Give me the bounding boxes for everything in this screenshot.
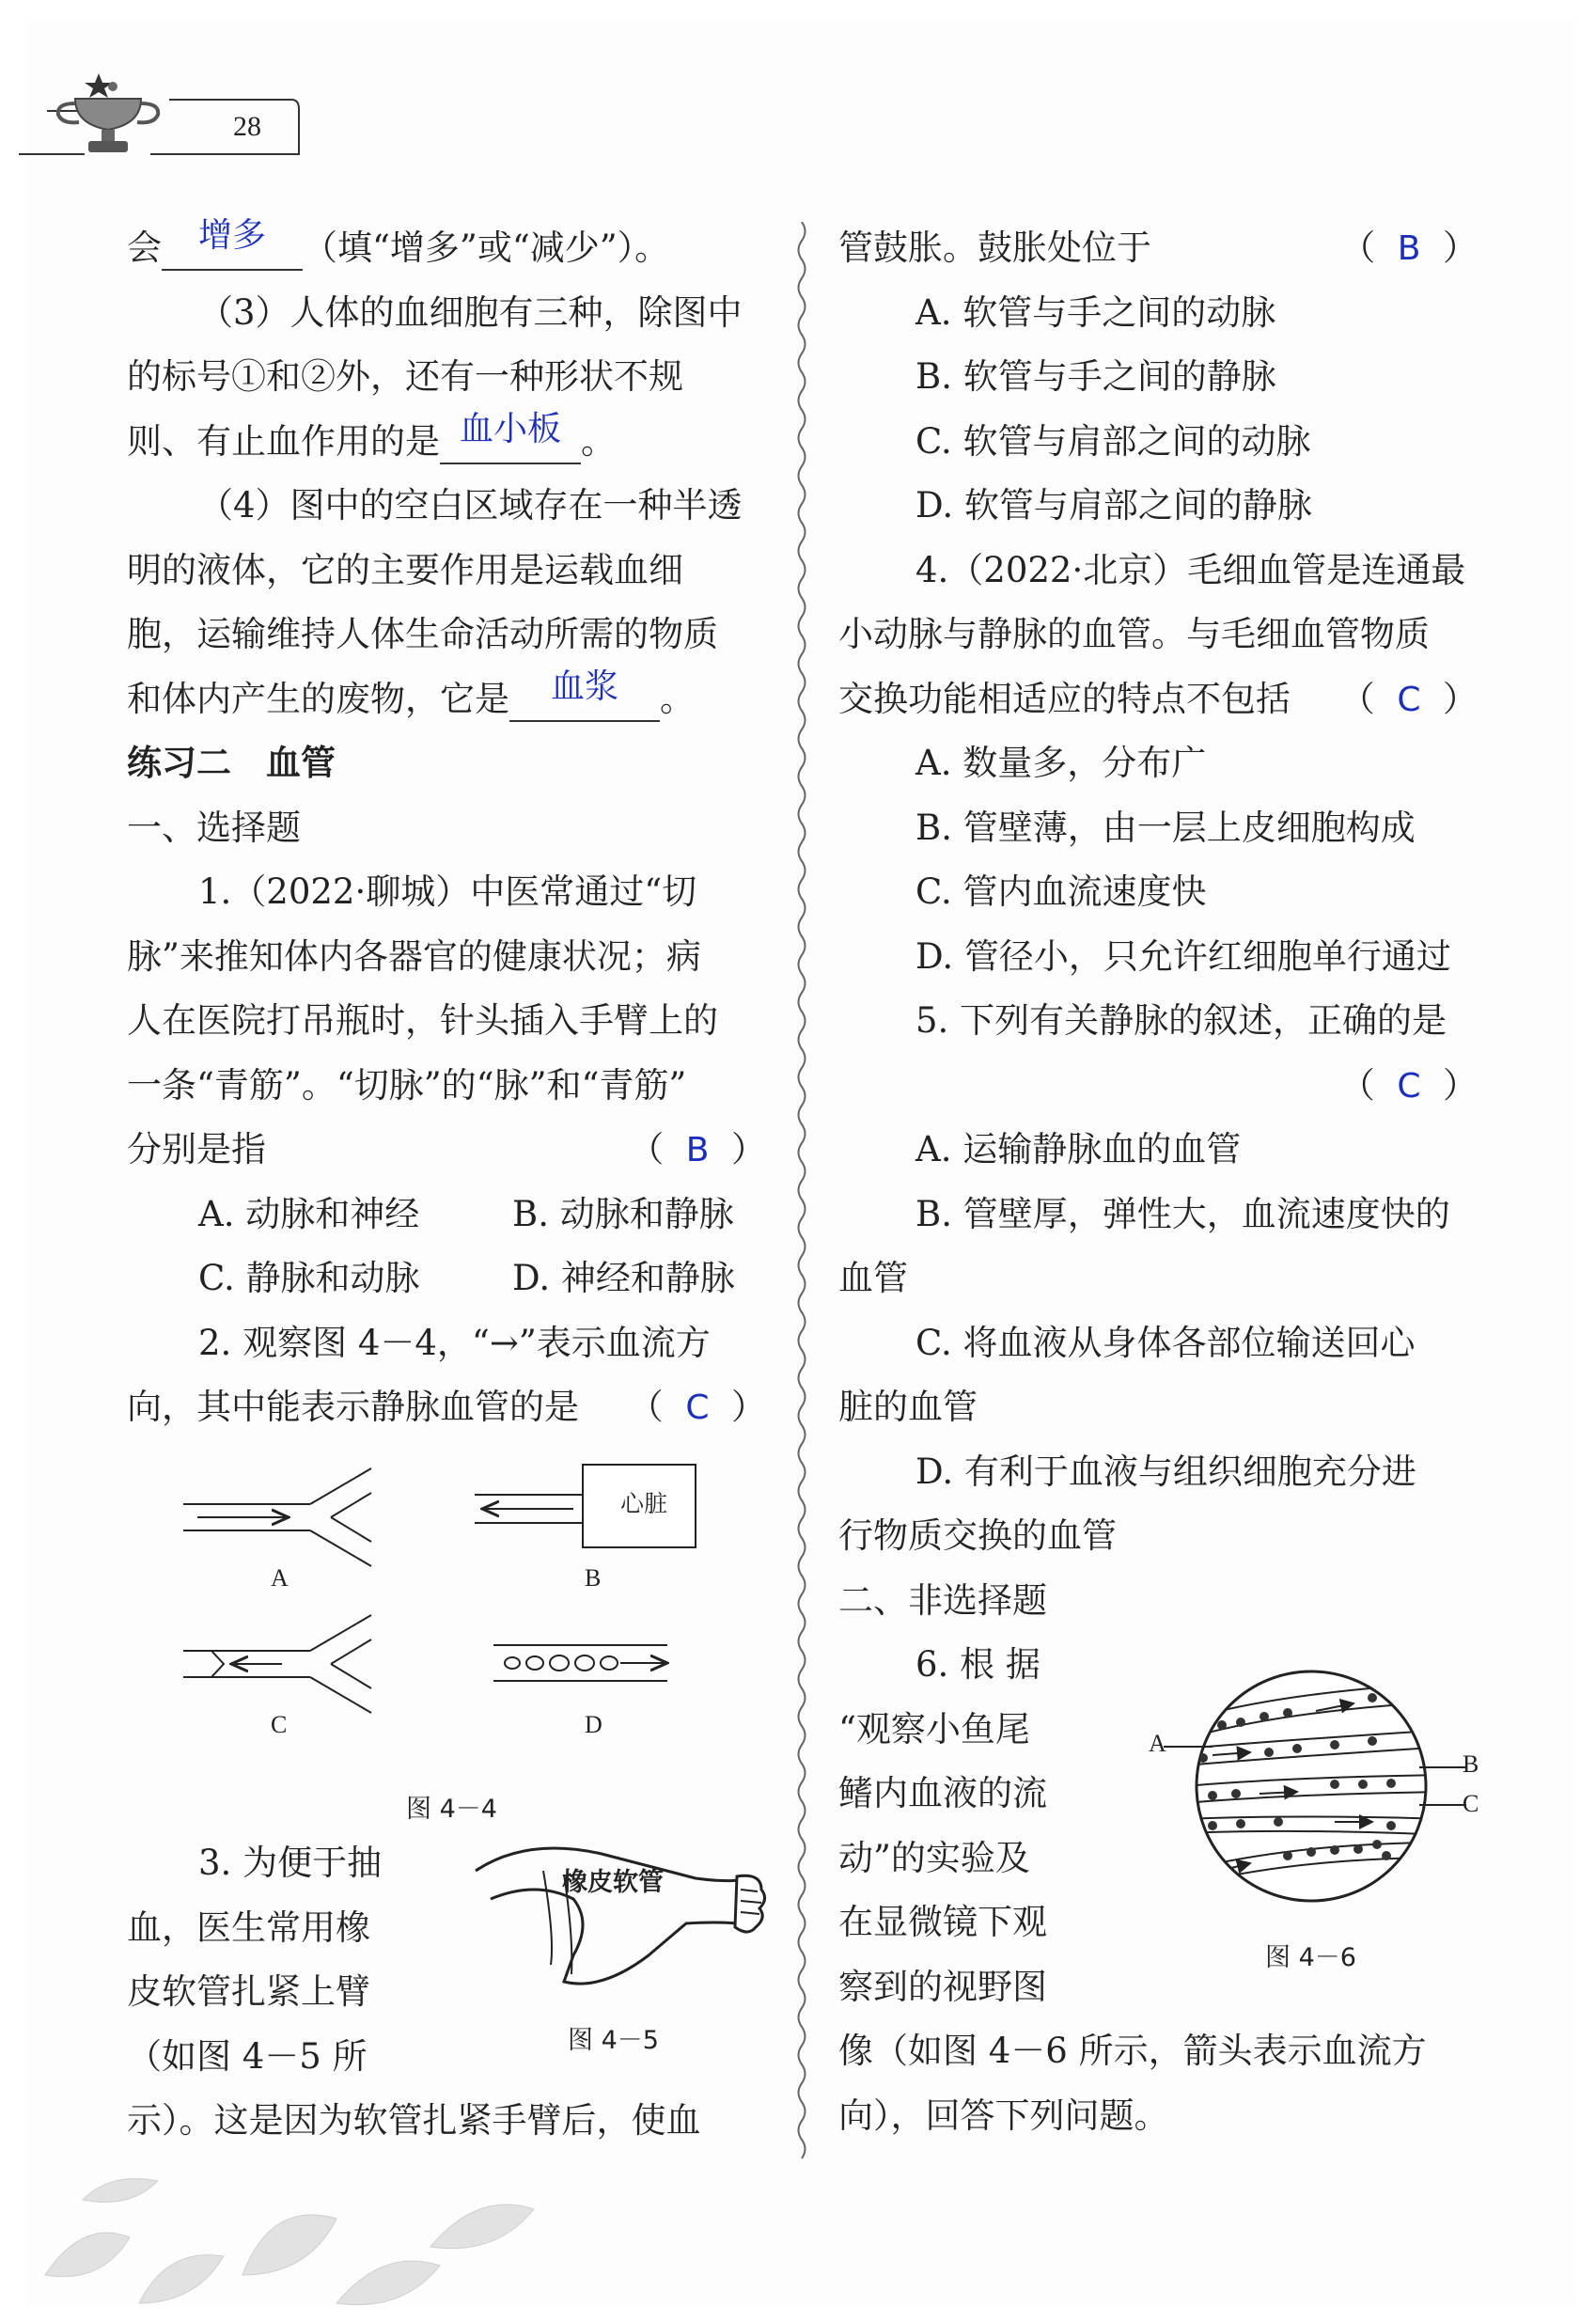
text-line: 皮软管扎紧上臂 — [127, 1971, 370, 2012]
vessel-d-diagram — [493, 1645, 667, 1681]
handwritten-answer: 增多 — [197, 216, 266, 255]
text-line: 行物质交换的血管 — [838, 1515, 1117, 1556]
answer-blank — [440, 409, 581, 464]
text-line: 动”的实验及 — [838, 1837, 1030, 1878]
option-c: C. 静脉和动脉 — [198, 1258, 420, 1298]
text-line: “观察小鱼尾 — [838, 1708, 1030, 1749]
figure-label-b: B — [585, 1564, 602, 1592]
answer-paren: （ C ） — [1339, 1064, 1478, 1106]
text-line: 脉”来推知体内各器官的健康状况；病 — [127, 935, 701, 977]
left-column — [127, 216, 766, 1441]
vessel-a-diagram — [183, 1468, 371, 1566]
text-line: 示）。这是因为软管扎紧手臂后，使血 — [127, 2100, 701, 2141]
option-row — [127, 1183, 766, 1247]
text-line: 脏的血管 — [838, 1387, 978, 1427]
figure-4-6-label-a: A — [1149, 1730, 1166, 1757]
handwritten-answer: B — [1397, 229, 1421, 268]
figure-4-5-arm — [470, 1833, 771, 2002]
column-divider — [790, 222, 814, 2168]
answer-paren: （ C ） — [628, 1387, 766, 1427]
answer-blank — [509, 667, 660, 722]
option-b: B. 管壁厚，弹性大，血流速度快的 — [915, 1193, 1450, 1234]
option-a: A. 软管与手之间的动脉 — [915, 291, 1276, 333]
question-4-text: 4.（2022·北京）毛细血管是连通最 — [915, 549, 1466, 590]
figure-4-4-caption: 图 4－4 — [406, 1795, 497, 1824]
answer-paren: （ C ） — [1339, 678, 1478, 719]
option-a: A. 动脉和神经 — [198, 1193, 420, 1234]
subsection-title: 二、非选择题 — [838, 1579, 1047, 1621]
text-line: 血，医生常用橡 — [127, 1906, 370, 1948]
page-number: 28 — [233, 111, 261, 142]
text-line: 小动脉与静脉的血管。与毛细血管物质 — [838, 614, 1430, 654]
answer-paren: （ B ） — [629, 1129, 766, 1169]
text-line: 一条“青筋”。“切脉”的“脉”和“青筋” — [127, 1064, 687, 1106]
text-line: 在显微镜下观 — [838, 1902, 1047, 1942]
answer-blank — [162, 216, 303, 271]
question-1-text: 1.（2022·聊城）中医常通过“切 — [198, 871, 697, 912]
figure-4-6-microscope-view — [1147, 1655, 1504, 1918]
handwritten-answer: C — [1397, 680, 1421, 719]
option-c: C. 软管与肩部之间的动脉 — [915, 420, 1311, 462]
question-2-stem-end: 向，其中能表示静脉血管的是 （ C ） — [127, 1375, 766, 1440]
question-4-stem-end: 交换功能相适应的特点不包括 （ C ） — [838, 667, 1478, 732]
text-line: 向），回答下列问题。 — [838, 2095, 1169, 2136]
figure-label-c: C — [271, 1711, 288, 1738]
option-c: C. 将血液从身体各部位输送回心 — [915, 1322, 1416, 1363]
text-line: （4）图中的空白区域存在一种半透 — [198, 485, 743, 526]
option-row — [127, 1247, 766, 1311]
text-line: （3）人体的血细胞有三种，除图中 — [198, 291, 743, 333]
option-a: A. 运输静脉血的血管 — [915, 1129, 1242, 1169]
handwritten-answer: C — [685, 1388, 710, 1427]
option-d: D. 神经和静脉 — [512, 1258, 735, 1298]
q3-answer-line: 则、有止血作用的是 血小板 。 — [127, 410, 766, 475]
section-title: 练习二 血管 — [127, 743, 336, 783]
heart-label: 心脏 — [620, 1490, 668, 1517]
subsection-title: 一、选择题 — [127, 807, 301, 848]
question-3-text: 3. 为便于抽 — [198, 1843, 383, 1883]
q4-answer-line: 和体内产生的废物，它是 血浆 。 — [127, 667, 766, 732]
question-6-text: 6. 根 据 — [915, 1644, 1041, 1685]
rubber-tube-label: 橡皮软管 — [562, 1868, 664, 1897]
option-d: D. 有利于血液与组织细胞充分进 — [915, 1451, 1416, 1492]
figure-4-6-label-c: C — [1463, 1790, 1479, 1817]
option-b: B. 管壁薄，由一层上皮细胞构成 — [915, 807, 1416, 848]
text-line: （如图 4－5 所 — [127, 2035, 368, 2077]
option-d: D. 软管与肩部之间的静脉 — [915, 485, 1312, 526]
question-5-answer-line — [838, 1054, 1478, 1119]
question-3-continuation: 管鼓胀。鼓胀处位于 （ B ） — [838, 216, 1478, 281]
option-c: C. 管内血流速度快 — [915, 871, 1207, 912]
handwritten-answer: 血小板 — [459, 409, 561, 448]
text-line: 鳍内血液的流 — [838, 1773, 1047, 1813]
figure-label-d: D — [585, 1711, 602, 1738]
question-5-text: 5. 下列有关静脉的叙述，正确的是 — [915, 1000, 1447, 1041]
option-b: B. 软管与手之间的静脉 — [915, 356, 1276, 397]
text-line: 的标号①和②外，还有一种形状不规 — [127, 356, 683, 397]
vessel-c-diagram — [183, 1615, 371, 1713]
option-a: A. 数量多，分布广 — [915, 743, 1207, 783]
text-line: 胞，运输维持人体生命活动所需的物质 — [127, 614, 718, 654]
handwritten-answer: C — [1397, 1066, 1421, 1106]
text-line: 血管 — [838, 1258, 908, 1298]
text-line: 察到的视野图 — [838, 1966, 1047, 2007]
handwritten-answer: B — [685, 1131, 710, 1169]
question-1-stem-end: 分别是指 （ B ） — [127, 1118, 766, 1183]
option-d: D. 管径小，只允许红细胞单行通过 — [915, 935, 1451, 977]
q2-tail-line: 会 增多 （填“增多”或“减少”）。 — [127, 216, 766, 281]
figure-4-6-label-b: B — [1463, 1750, 1479, 1778]
text-line: 明的液体，它的主要作用是运载血细 — [127, 549, 683, 590]
text-line: 像（如图 4－6 所示，箭头表示血流方 — [838, 2031, 1427, 2071]
figure-4-5-caption: 图 4－5 — [568, 2026, 659, 2055]
text-line: 人在医院打吊瓶时，针头插入手臂上的 — [127, 1000, 718, 1041]
option-b: B. 动脉和静脉 — [512, 1193, 734, 1234]
figure-label-a: A — [271, 1564, 289, 1592]
question-2-text: 2. 观察图 4－4，“→”表示血流方 — [198, 1322, 711, 1363]
decorative-leaves — [26, 2162, 553, 2313]
handwritten-answer: 血浆 — [550, 667, 618, 706]
answer-paren: （ B ） — [1340, 227, 1478, 268]
figure-4-6-caption: 图 4－6 — [1265, 1943, 1356, 1972]
